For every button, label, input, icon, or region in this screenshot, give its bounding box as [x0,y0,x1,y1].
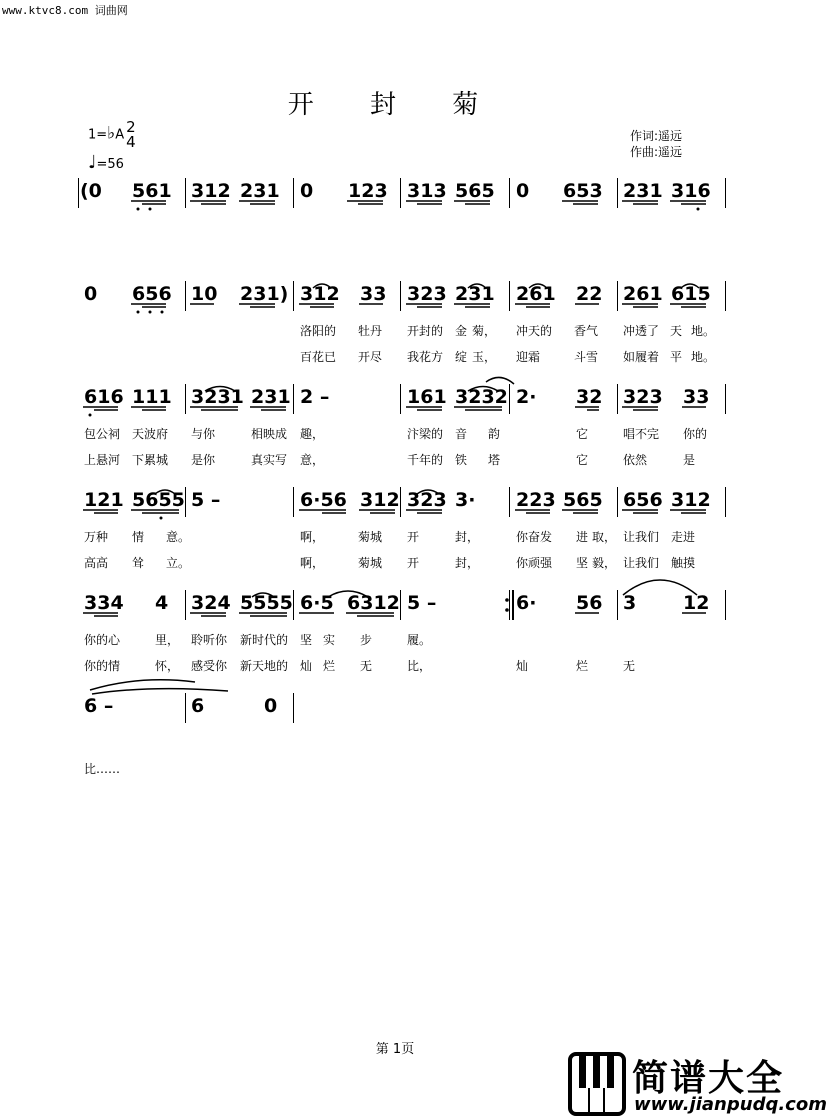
flat-symbol: ♭ [107,123,116,144]
note-group: 0 [84,283,98,305]
note-group: 6 [191,695,205,717]
lyric: 灿 [300,659,313,673]
lyric: 无 [623,659,636,673]
note-group: 6·56 [300,489,347,511]
lyric: 触摸 [671,556,696,570]
lyric: 斗雪 [574,350,599,364]
site-logo [566,1050,827,1119]
lyric: 情 [132,530,145,544]
lyric: 烂 [323,659,336,673]
note-group: 3231 [191,386,244,408]
lyric: 冲天的 [516,324,553,338]
lyric: 比， [407,659,432,673]
song-title: 开 封 菊 [287,90,503,120]
note-group: 5655 [132,489,185,511]
note-group: 231 [240,180,280,202]
tempo-value: =56 [96,157,124,172]
note-group: 22 [576,283,603,305]
note-group: 10 [191,283,218,305]
source-watermark: www.ktvc8.com 词曲网 [2,4,128,17]
note-group: 161 [407,386,447,408]
lyric: 音 [455,427,468,441]
note-group: 6·5 [300,592,334,614]
lyric: 是你 [191,453,216,467]
logo-text: 简谱大全 [632,1058,785,1099]
note-group: 121 [84,489,124,511]
lyric: 你顽强 [516,556,553,570]
lyric: 毅， [592,556,617,570]
lyric: 你的 [683,427,708,441]
note-group: 6· [516,592,537,614]
lyric: 菊城 [358,530,383,544]
note-group: 223 [516,489,556,511]
lyric: 相映成 [251,427,288,441]
ending-lyric: 比…… [84,762,121,776]
lyric: 金 [455,324,468,338]
note-group: 3232 [455,386,508,408]
lyric: 与你 [191,427,216,441]
note-group: 565 [563,489,603,511]
lyric: 履。 [407,633,432,647]
note-group: 0 [516,180,530,202]
note-group: 323 [407,283,447,305]
lyric: 牡丹 [358,324,383,338]
logo-url: www.jianpudq.com [634,1094,827,1115]
lyric: 进 [576,530,589,544]
lyric: 新时代的 [240,633,289,647]
note-group: 33 [683,386,710,408]
note-group: 656 [132,283,172,305]
lyric: 天 [670,324,683,338]
lyric: 高高 [84,556,109,570]
lyric: 让我们 [623,556,660,570]
lyric: 包公祠 [84,427,121,441]
lyric: 绽 [455,350,468,364]
lyric: 我花方 [407,350,444,364]
note-group: 312 [360,489,400,511]
note-group: 32 [576,386,603,408]
lyric: 让我们 [623,530,660,544]
lyric: 开尽 [358,350,383,364]
note-group: 111 [132,386,172,408]
lyric: 耸 [132,556,145,570]
note-group: 323 [407,489,447,511]
page-number: 第 1页 [375,1042,415,1057]
note-group: 312 [671,489,711,511]
note-group: 2· [516,386,537,408]
note-group: 4 [155,592,169,614]
note-group: 0 [300,180,314,202]
note-group: 231) [240,283,289,305]
note-group: 56 [576,592,603,614]
lyric: 灿 [516,659,529,673]
lyric: 感受你 [191,659,228,673]
piano-icon [566,1050,628,1119]
lyric: 意。 [166,530,191,544]
lyric: 步 [360,633,373,647]
note-group: 313 [407,180,447,202]
lyric: 里， [155,633,180,647]
lyric: 是 [683,453,696,467]
key-note: A [115,127,125,143]
note-group: 2 – [300,386,330,408]
note-group: 323 [623,386,663,408]
note-group: 231 [251,386,291,408]
lyric: 冲透了 [623,324,660,338]
key-prefix: 1= [88,127,108,143]
lyric: 开封的 [407,324,444,338]
lyric: 玉， [472,350,497,364]
lyric: 唱不完 [623,427,660,441]
lyric: 趣， [300,427,325,441]
lyric: 汴梁的 [407,427,444,441]
lyric: 如履着 [623,350,660,364]
lyric: 真实写 [251,453,288,467]
lyric: 啊， [300,556,325,570]
note-group: 656 [623,489,663,511]
lyric: 封， [455,556,480,570]
lyric: 坚 [576,556,589,570]
lyric: 聆听你 [191,633,228,647]
note-group: 5555 [240,592,293,614]
lyric: 万种 [84,530,109,544]
note-group: 123 [348,180,388,202]
note-group: 0 [264,695,278,717]
lyric: 迎霜 [516,350,541,364]
lyric: 菊城 [358,556,383,570]
lyric: 洛阳的 [300,324,337,338]
lyric: 啊， [300,530,325,544]
lyric: 上悬河 [84,453,121,467]
note-group: 3· [455,489,476,511]
lyric: 菊， [472,324,497,338]
note-group: 6 – [84,695,114,717]
lyric: 取， [592,530,617,544]
lyric: 开 [407,556,420,570]
lyric: 走进 [671,530,696,544]
lyric: 新天地的 [240,659,289,673]
lyric: 立。 [166,556,191,570]
lyric: 香气 [574,324,599,338]
note-group: 312 [300,283,340,305]
note-group: 231 [623,180,663,202]
lyric: 依然 [623,453,648,467]
note-group: 12 [683,592,710,614]
lyric: 下累城 [132,453,169,467]
lyric: 它 [576,453,589,467]
lyric: 意， [300,453,325,467]
note-group: 3 [623,592,637,614]
lyric: 它 [576,427,589,441]
note-group: 565 [455,180,495,202]
note-group: 561 [132,180,172,202]
quarter-note-icon: ♩ [88,152,97,173]
note-group: 312 [191,180,231,202]
note-group: 653 [563,180,603,202]
lyric: 烂 [576,659,589,673]
lyric: 平 [670,350,683,364]
lyric: 实 [323,633,336,647]
lyric: 地。 [691,324,716,338]
note-group: 6312 [347,592,400,614]
lyric: 韵 [488,427,501,441]
note-group: 261 [623,283,663,305]
lyric: 无 [360,659,373,673]
lyric: 地。 [691,350,716,364]
note-group: (0 [80,180,102,202]
note-group: 33 [360,283,387,305]
lyric: 怀， [155,659,180,673]
note-group: 334 [84,592,124,614]
lyric: 你奋发 [516,530,553,544]
lyric: 百花已 [300,350,337,364]
lyric: 你的心 [84,633,121,647]
note-group: 316 [671,180,711,202]
time-top: 2 [126,118,136,136]
note-group: 324 [191,592,231,614]
lyric: 塔 [488,453,501,467]
composer: 作曲:遥远 [630,145,683,159]
note-group: 615 [671,283,711,305]
note-group: 261 [516,283,556,305]
note-group: 231 [455,283,495,305]
time-bottom: 4 [126,133,136,151]
note-group: 5 – [191,489,221,511]
lyric: 坚 [300,633,313,647]
lyric: 你的情 [84,659,121,673]
lyricist: 作词:遥远 [630,129,683,143]
lyric: 封， [455,530,480,544]
note-group: 616 [84,386,124,408]
lyric: 千年的 [407,453,444,467]
lyric: 开 [407,530,420,544]
note-group: 5 – [407,592,437,614]
lyric: 天波府 [132,427,169,441]
lyric: 铁 [455,453,468,467]
